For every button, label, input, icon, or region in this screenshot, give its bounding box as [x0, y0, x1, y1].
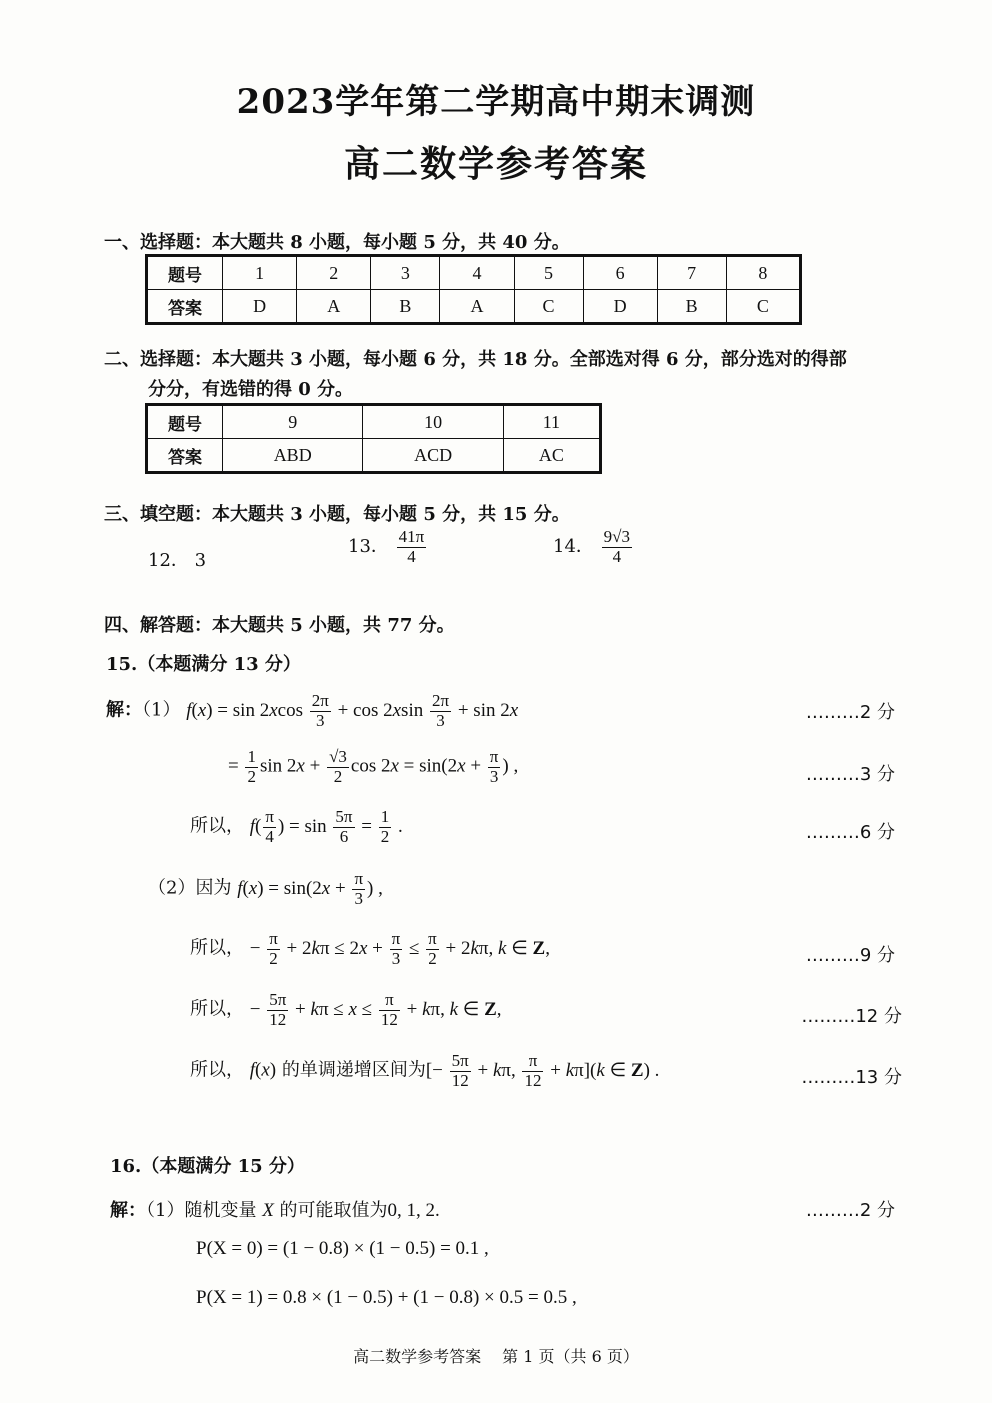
- suoyi-text: 所以，: [190, 998, 244, 1020]
- yinwei-text: 因为: [195, 877, 232, 899]
- table-header-question: 题号: [147, 256, 223, 290]
- q14-numerator: 9√3: [603, 527, 630, 546]
- page-footer: 高二数学参考答案 第 1 页（共 6 页）: [353, 1347, 639, 1366]
- score-mark: ………12 分: [801, 1006, 902, 1027]
- q12-value: 3: [194, 550, 207, 571]
- answer-cell: A: [440, 290, 514, 324]
- formula: = $\frac{1}{2}$ sin 2x + $\frac{√3}{2}$ cos 2x = sin(2x + $\frac{\pi}{3}$ ) ,: [228, 747, 519, 786]
- q16-text2: 的可能取值为: [279, 1200, 388, 1221]
- score-mark: ………3 分: [805, 764, 895, 785]
- question-number: 1: [223, 256, 297, 290]
- section4-heading: 四、解答题：本大题共 5 小题，共 77 分。: [104, 615, 455, 636]
- question-number: 8: [726, 256, 800, 290]
- answer-cell: B: [657, 290, 726, 324]
- part-label: （1）: [146, 1200, 185, 1221]
- formula: f( $\frac{\pi}{4}$ ) = sin $\frac{5\pi}{6}$ = $\frac{1}{2}$ .: [249, 807, 403, 846]
- score-mark: ………6 分: [805, 822, 895, 843]
- table-row: [147, 290, 801, 324]
- part-label: （2）: [148, 877, 196, 899]
- table-row: [147, 405, 601, 439]
- suoyi-text: 所以，: [190, 937, 244, 959]
- q13-numerator: 41π: [398, 527, 425, 546]
- q15-line3: [190, 808, 403, 846]
- range-text: 的单调递增区间为: [281, 1059, 426, 1081]
- score-mark: ………13 分: [801, 1067, 902, 1088]
- section3-heading: 三、填空题：本大题共 3 小题，每小题 5 分，共 15 分。: [104, 504, 570, 525]
- formula: f(x) = sin 2xcos $\frac{2\pi}{3}$ + cos 2xsin $\frac{2\pi}{3}$ + sin 2x: [186, 691, 519, 730]
- solution-label: 解：: [110, 1200, 146, 1221]
- section2-heading-line1: 二、选择题：本大题共 3 小题，每小题 6 分，共 18 分。全部选对得 6 分，部分选对的得部: [104, 349, 847, 370]
- q12-answer: [148, 546, 206, 572]
- answer-cell: C: [726, 290, 800, 324]
- q15-part2-line: [148, 870, 383, 908]
- document-title: 2023学年第二学期高中期末调测: [236, 82, 756, 122]
- table-header-question: 题号: [147, 405, 223, 439]
- q12-label: 12．: [148, 550, 189, 571]
- q15-line6: [190, 991, 502, 1029]
- suoyi-text: 所以，: [190, 1059, 244, 1081]
- score-mark: ………2 分: [805, 702, 895, 723]
- q13-denominator: 4: [407, 546, 416, 566]
- values: 0, 1, 2: [387, 1200, 436, 1221]
- answer-cell: ACD: [363, 439, 503, 473]
- formula: f(x): [249, 1059, 277, 1081]
- answer-cell: B: [371, 290, 440, 324]
- question-number: 2: [297, 256, 371, 290]
- answer-cell: D: [583, 290, 657, 324]
- answer-cell: ABD: [223, 439, 363, 473]
- q16-part1-line: 解：（1）随机变量 X 的可能取值为0, 1, 2.: [110, 1200, 440, 1221]
- section2-answer-table: [145, 403, 602, 474]
- q13-fraction: [397, 528, 427, 566]
- q14-answer: [553, 528, 634, 566]
- formula: − $\frac{5\pi}{12}$ + kπ ≤ x ≤ $\frac{\pi}{12}$ + kπ, k ∈ Z,: [249, 990, 502, 1029]
- variable-x: X: [262, 1200, 274, 1221]
- score-mark: ………2 分: [805, 1200, 895, 1221]
- document-subtitle: 高二数学参考答案: [343, 143, 648, 185]
- formula: f(x) = sin(2x + $\frac{\pi}{3}$ ) ,: [237, 869, 383, 908]
- q13-label: 13．: [348, 536, 389, 558]
- table-header-answer: 答案: [147, 290, 223, 324]
- score-mark: ………9 分: [805, 945, 895, 966]
- q13-answer: [348, 528, 428, 566]
- suoyi-text: 所以，: [190, 815, 244, 837]
- q14-label: 14．: [553, 536, 594, 558]
- question-number: 7: [657, 256, 726, 290]
- answer-cell: A: [297, 290, 371, 324]
- answer-cell: AC: [503, 439, 600, 473]
- probability-line-0: P(X = 0) = (1 − 0.8) × (1 − 0.5) = 0.1 ,: [196, 1238, 489, 1259]
- answer-cell: C: [514, 290, 583, 324]
- q15-heading: 15.（本题满分 13 分）: [106, 654, 301, 675]
- table-row: [147, 439, 601, 473]
- table-row: [147, 256, 801, 290]
- solution-label: 解：: [106, 699, 142, 721]
- question-number: 11: [503, 405, 600, 439]
- q14-fraction: [602, 528, 632, 566]
- question-number: 5: [514, 256, 583, 290]
- formula: − $\frac{\pi}{2}$ + 2kπ ≤ 2x + $\frac{\pi}{3}$ ≤ $\frac{\pi}{2}$ + 2kπ, k ∈ Z,: [249, 929, 550, 968]
- q14-denominator: 4: [612, 546, 622, 566]
- question-number: 4: [440, 256, 514, 290]
- section1-answer-table: [145, 254, 802, 325]
- question-number: 6: [583, 256, 657, 290]
- part-label: （1）: [142, 699, 181, 721]
- question-number: 10: [363, 405, 503, 439]
- q15-part1-line: [106, 692, 518, 730]
- probability-line-1: P(X = 1) = 0.8 × (1 − 0.5) + (1 − 0.8) × 0.5 = 0.5 ,: [196, 1287, 577, 1308]
- q15-line5: [190, 930, 550, 968]
- q16-heading: 16.（本题满分 15 分）: [110, 1156, 305, 1177]
- formula: [− $\frac{5\pi}{12}$ + kπ, $\frac{\pi}{12}$ + kπ](k ∈ Z) .: [425, 1051, 660, 1090]
- question-number: 9: [223, 405, 363, 439]
- answer-cell: D: [223, 290, 297, 324]
- section2-heading-line2: 分分，有选错的得 0 分。: [148, 379, 354, 400]
- section1-heading: 一、选择题：本大题共 8 小题，每小题 5 分，共 40 分。: [104, 232, 570, 253]
- question-number: 3: [371, 256, 440, 290]
- table-header-answer: 答案: [147, 439, 223, 473]
- q16-text: 随机变量: [184, 1200, 257, 1221]
- q15-line7: [190, 1052, 659, 1090]
